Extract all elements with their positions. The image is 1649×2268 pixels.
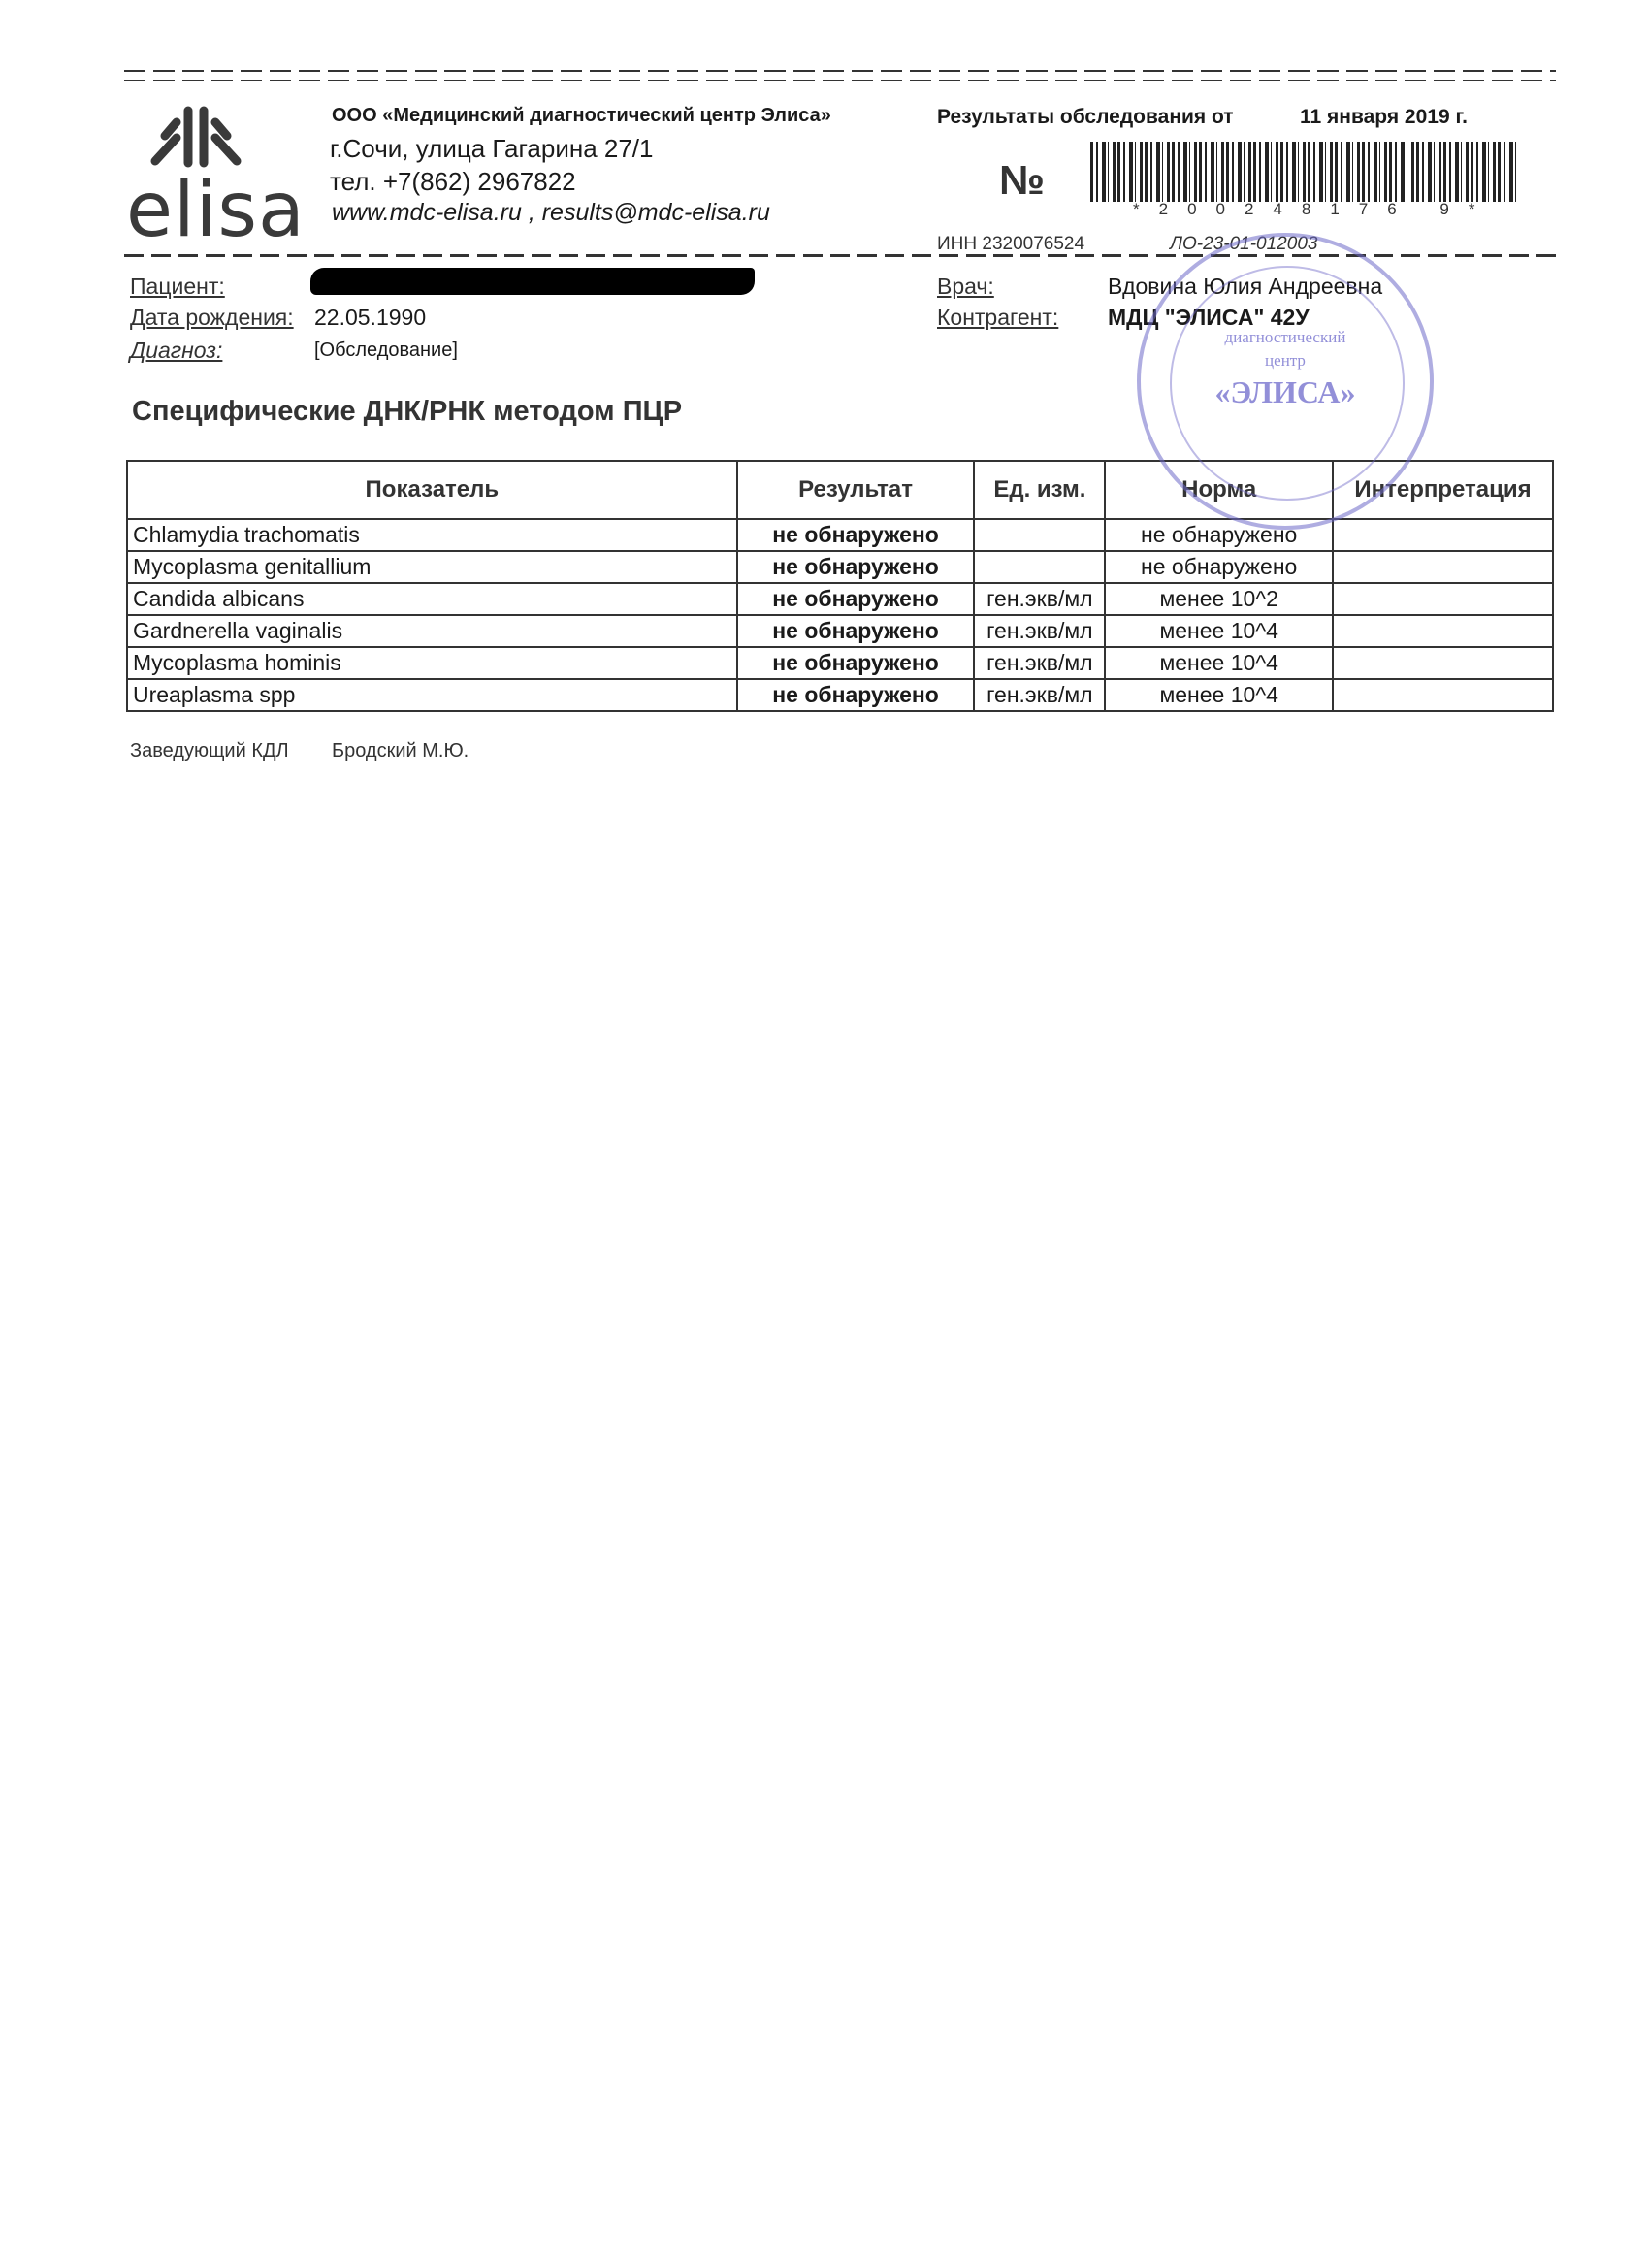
stamp-line-2: центр: [1265, 351, 1306, 370]
inn: ИНН 2320076524: [937, 234, 1085, 254]
top-dashed-rule: [124, 70, 1556, 81]
stamp-line-1: диагностический: [1224, 328, 1346, 346]
contractor-label: Контрагент:: [937, 305, 1059, 330]
result-value: не обнаружено: [737, 647, 975, 679]
norm-value: не обнаружено: [1105, 519, 1333, 551]
result-value: не обнаружено: [737, 551, 975, 583]
company-phone: тел. +7(862) 2967822: [330, 167, 576, 196]
interpretation-value: [1333, 551, 1553, 583]
indicator-name: Ureaplasma spp: [127, 679, 737, 711]
col-header-norm: Норма: [1105, 461, 1333, 519]
interpretation-value: [1333, 679, 1553, 711]
unit-value: ген.экв/мл: [974, 647, 1105, 679]
stamp-name: «ЭЛИСА»: [1214, 374, 1356, 409]
birth-date-label: Дата рождения:: [130, 305, 294, 330]
table-row: [127, 679, 1553, 711]
interpretation-value: [1333, 615, 1553, 647]
result-value: не обнаружено: [737, 615, 975, 647]
unit-value: [974, 519, 1105, 551]
diagnosis-label: Диагноз:: [130, 338, 223, 363]
license-number: ЛО-23-01-012003: [1170, 234, 1318, 254]
result-value: не обнаружено: [737, 519, 975, 551]
unit-value: ген.экв/мл: [974, 615, 1105, 647]
barcode: [1090, 142, 1517, 202]
company-address: г.Сочи, улица Гагарина 27/1: [330, 134, 654, 163]
doctor-label: Врач:: [937, 274, 994, 299]
results-label: Результаты обследования от: [937, 106, 1234, 128]
birth-date: 22.05.1990: [314, 305, 427, 330]
indicator-name: Gardnerella vaginalis: [127, 615, 737, 647]
indicator-name: Chlamydia trachomatis: [127, 519, 737, 551]
patient-label: Пациент:: [130, 274, 225, 299]
lab-head-label: Заведующий КДЛ: [130, 740, 289, 761]
indicator-name: Mycoplasma genitallium: [127, 551, 737, 583]
result-value: не обнаружено: [737, 679, 975, 711]
section-title: Специфические ДНК/РНК методом ПЦР: [132, 396, 683, 427]
indicator-name: Candida albicans: [127, 583, 737, 615]
norm-value: менее 10^2: [1105, 583, 1333, 615]
norm-value: менее 10^4: [1105, 647, 1333, 679]
table-row: [127, 615, 1553, 647]
company-web-email: www.mdc-elisa.ru , results@mdc-elisa.ru: [332, 199, 770, 226]
unit-value: ген.экв/мл: [974, 679, 1105, 711]
interpretation-value: [1333, 647, 1553, 679]
elisa-logo: [126, 105, 310, 254]
logo-wordmark: elisa: [126, 167, 306, 254]
doctor-name: Вдовина Юлия Андреевна: [1108, 274, 1383, 299]
table-row: [127, 519, 1553, 551]
interpretation-value: [1333, 519, 1553, 551]
norm-value: менее 10^4: [1105, 615, 1333, 647]
barcode-number: *200248176 9*: [1133, 200, 1495, 218]
table-row: [127, 583, 1553, 615]
company-name: ООО «Медицинский диагностический центр Элиса»: [332, 105, 831, 126]
indicator-name: Mycoplasma hominis: [127, 647, 737, 679]
col-header-result: Результат: [737, 461, 975, 519]
number-sign: №: [999, 157, 1045, 203]
col-header-indicator: Показатель: [127, 461, 737, 519]
table-row: [127, 647, 1553, 679]
diagnosis: [Обследование]: [314, 340, 458, 361]
norm-value: менее 10^4: [1105, 679, 1333, 711]
unit-value: ген.экв/мл: [974, 583, 1105, 615]
lab-head-name: Бродский М.Ю.: [332, 740, 469, 761]
contractor-name: МДЦ "ЭЛИСА" 42У: [1108, 305, 1310, 330]
col-header-unit: Ед. изм.: [974, 461, 1105, 519]
interpretation-value: [1333, 583, 1553, 615]
col-header-interpretation: Интерпретация: [1333, 461, 1553, 519]
patient-name-redacted: [310, 268, 755, 295]
norm-value: не обнаружено: [1105, 551, 1333, 583]
table-row: [127, 551, 1553, 583]
organization-stamp: [1137, 233, 1434, 530]
unit-value: [974, 551, 1105, 583]
result-value: не обнаружено: [737, 583, 975, 615]
results-date: 11 января 2019 г.: [1300, 106, 1468, 128]
